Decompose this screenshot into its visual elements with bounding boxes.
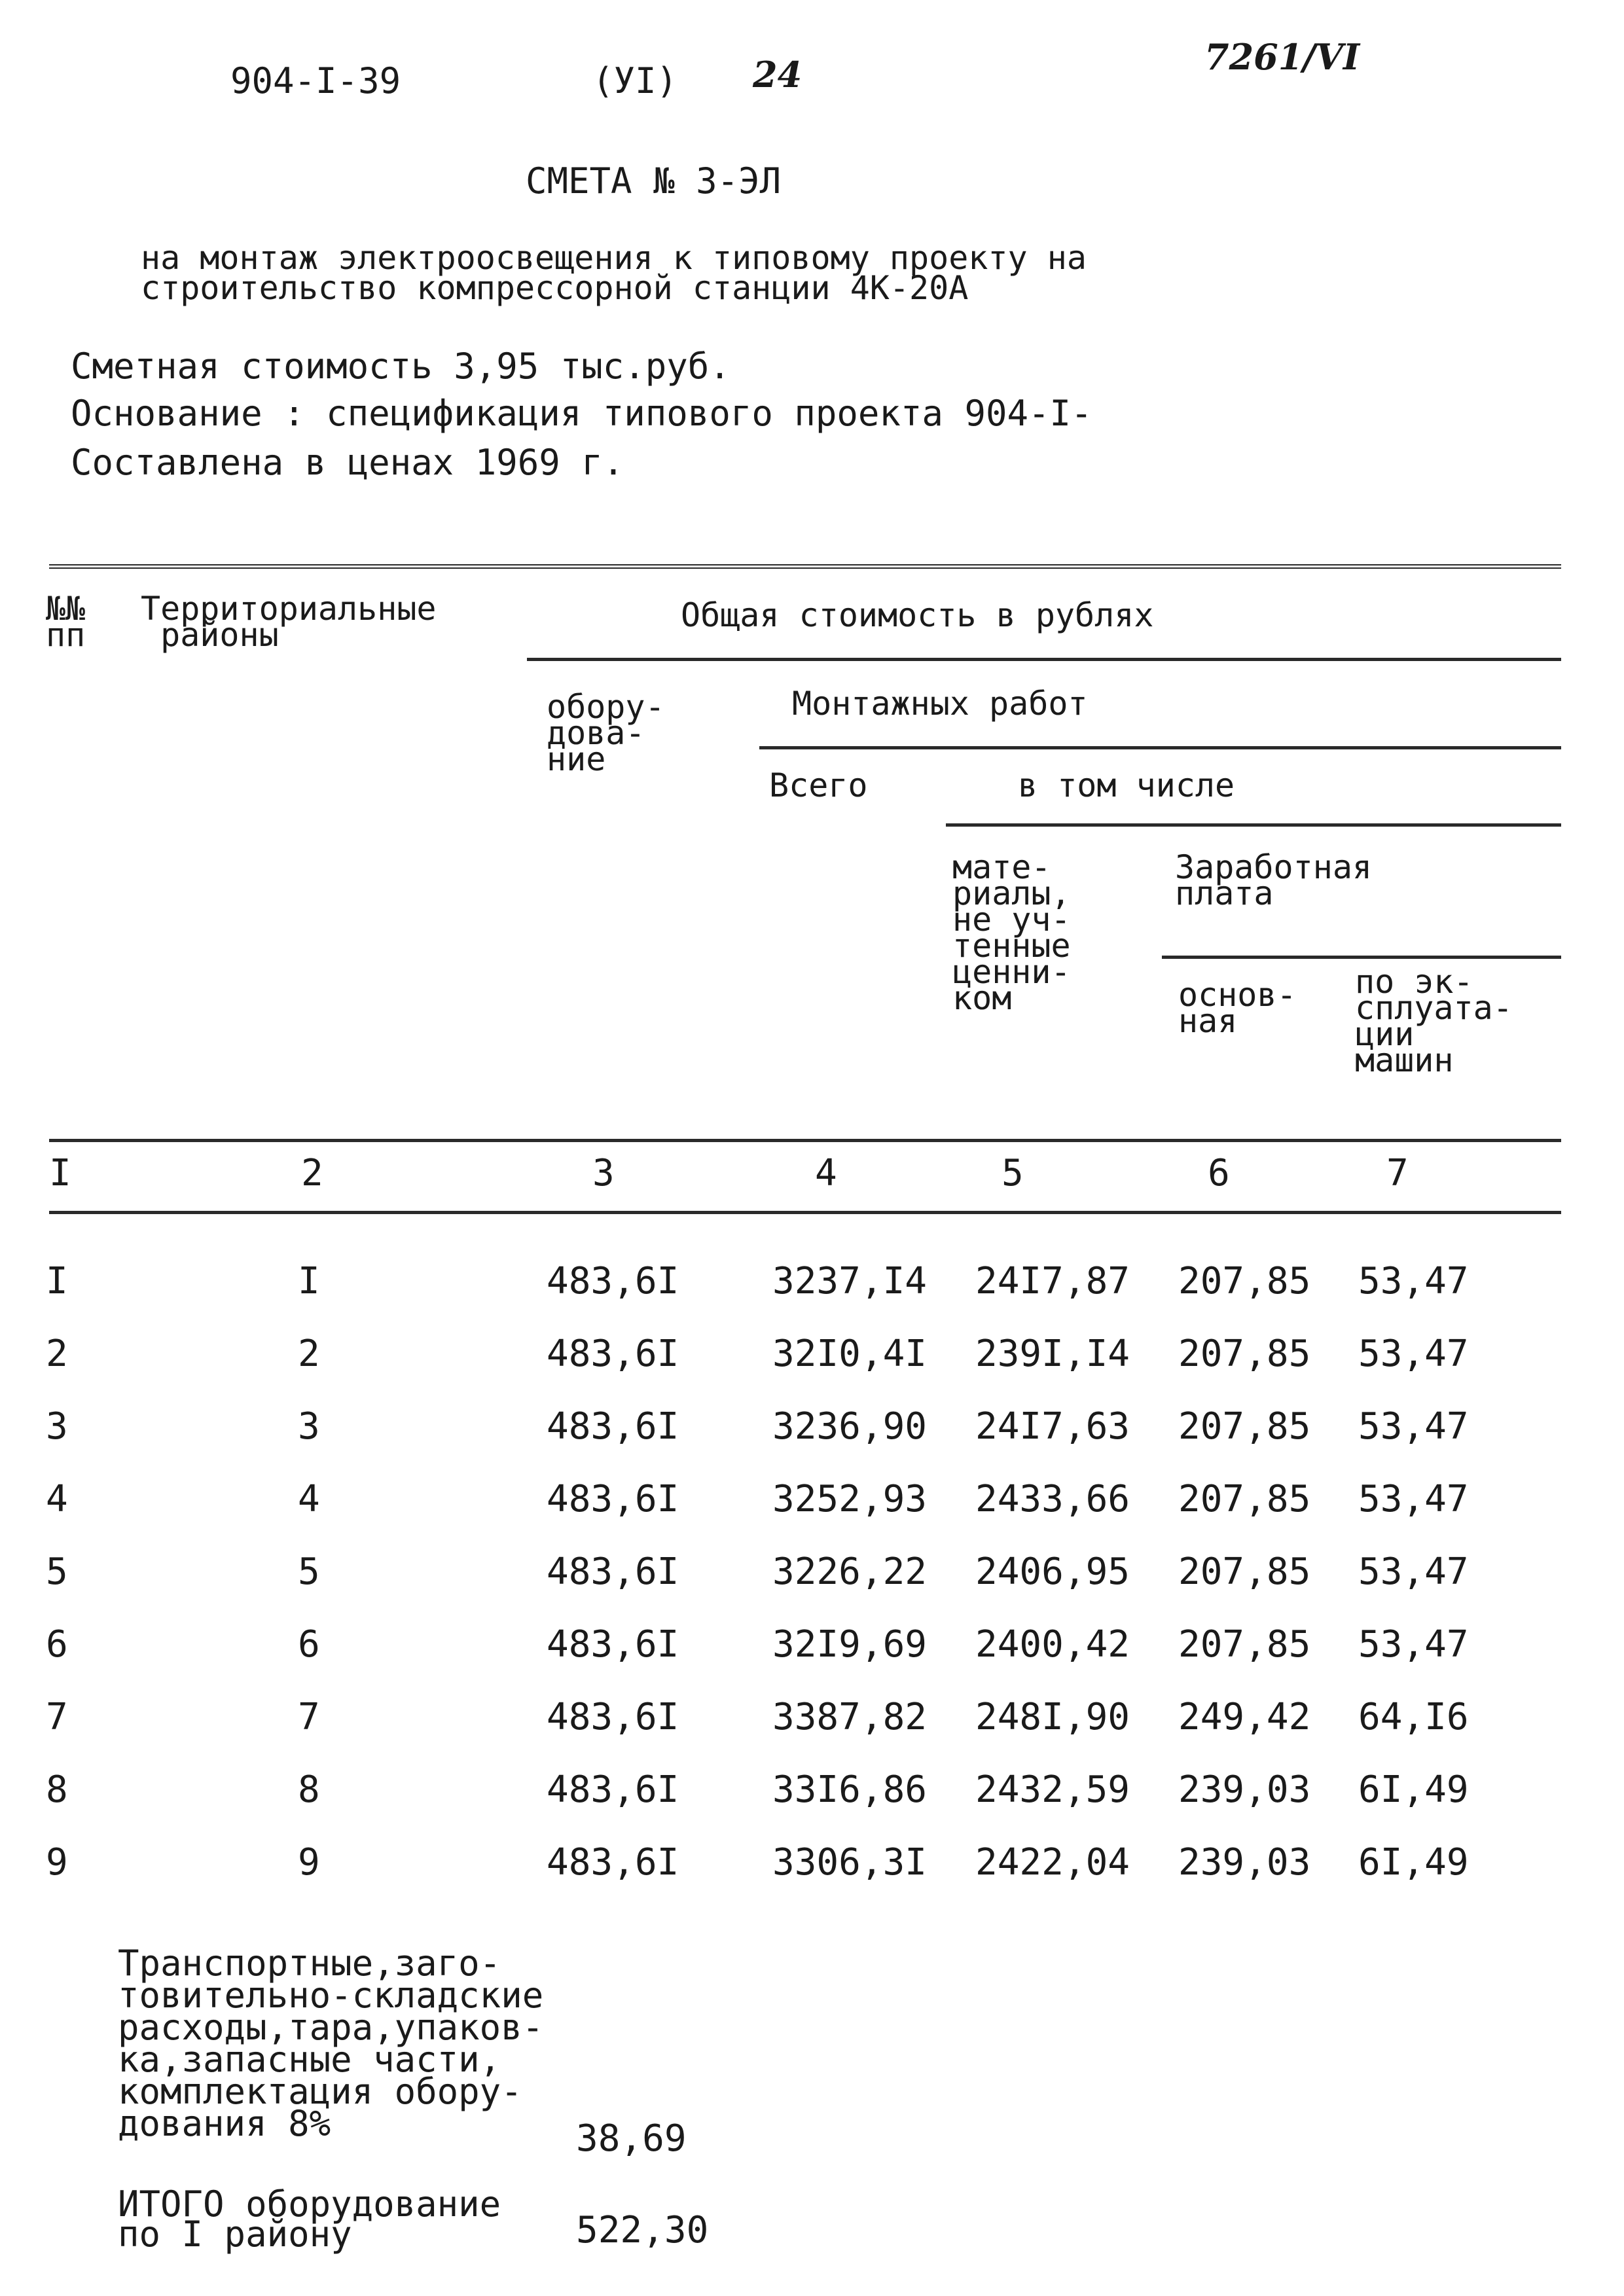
header-including: в том числе xyxy=(1018,766,1235,804)
table-cell: 24I7,63 xyxy=(975,1405,1130,1448)
rule-below-column-numbers xyxy=(49,1211,1561,1214)
header-materials: мате- риалы, не уч- тенные ценни- ком xyxy=(952,848,1071,1017)
table-cell: 239,03 xyxy=(1178,1841,1311,1884)
archive-mark: 7261/VI xyxy=(1204,36,1360,78)
table-cell: 53,47 xyxy=(1358,1333,1469,1375)
rule-under-installation xyxy=(759,746,1561,749)
header-number: №№ пп xyxy=(46,590,86,654)
header-installation: Монтажных работ xyxy=(792,685,1088,723)
table-cell: 53,47 xyxy=(1358,1405,1469,1448)
subtitle-line-2: строительство компрессорной станции 4К-20А xyxy=(141,269,969,307)
table-cell: 483,6I xyxy=(547,1696,679,1738)
table-cell: 3237,I4 xyxy=(772,1260,928,1302)
table-cell: 248I,90 xyxy=(975,1696,1130,1738)
table-cell: 53,47 xyxy=(1358,1551,1469,1593)
table-cell: 6I,49 xyxy=(1358,1768,1469,1811)
prices-year: Составлена в ценах 1969 г. xyxy=(71,442,624,483)
table-cell: 3387,82 xyxy=(772,1696,928,1738)
table-cell: 3 xyxy=(46,1405,68,1448)
transport-costs-value: 38,69 xyxy=(576,2117,687,2160)
header-regions: Территориальные районы xyxy=(141,590,437,654)
page-number: 24 xyxy=(753,54,803,96)
table-cell: 33I6,86 xyxy=(772,1768,928,1811)
table-cell: 483,6I xyxy=(547,1623,679,1666)
table-cell: 7 xyxy=(46,1696,68,1738)
header-total-cost: Общая стоимость в рублях xyxy=(681,596,1154,634)
table-cell: 483,6I xyxy=(547,1333,679,1375)
table-cell: 7 xyxy=(298,1696,320,1738)
header-equipment: обору- дова- ние xyxy=(547,688,665,778)
table-cell: 239I,I4 xyxy=(975,1333,1130,1375)
table-cell: 6 xyxy=(46,1623,68,1666)
equipment-total-value: 522,30 xyxy=(576,2209,709,2251)
table-cell: 3 xyxy=(298,1405,320,1448)
estimated-cost: Сметная стоимость 3,95 тыс.руб. xyxy=(71,346,731,387)
table-cell: 2433,66 xyxy=(975,1478,1130,1520)
table-cell: 207,85 xyxy=(1178,1623,1311,1666)
equipment-total-label: ИТОГО оборудование по I району xyxy=(118,2183,501,2255)
table-cell: 32I9,69 xyxy=(772,1623,928,1666)
header-machines: по эк- сплуата- ции машин xyxy=(1355,963,1513,1079)
table-cell: 3252,93 xyxy=(772,1478,928,1520)
header-total: Всего xyxy=(769,766,868,804)
table-cell: 8 xyxy=(46,1768,68,1811)
column-number: 3 xyxy=(592,1152,615,1194)
table-cell: 483,6I xyxy=(547,1551,679,1593)
table-cell: 483,6I xyxy=(547,1768,679,1811)
table-cell: 32I0,4I xyxy=(772,1333,928,1375)
table-cell: 207,85 xyxy=(1178,1333,1311,1375)
table-cell: 9 xyxy=(46,1841,68,1884)
table-cell: 483,6I xyxy=(547,1405,679,1448)
table-cell: 9 xyxy=(298,1841,320,1884)
header-basic: основ- ная xyxy=(1178,976,1297,1040)
table-cell: 6I,49 xyxy=(1358,1841,1469,1884)
transport-costs-label: Транспортные,заго- товительно-складские расходы,тара,упаков- ка,запасные части, комплектация обору- дования 8% xyxy=(118,1943,544,2144)
table-cell: 207,85 xyxy=(1178,1260,1311,1302)
table-cell: 207,85 xyxy=(1178,1551,1311,1593)
column-number: 2 xyxy=(301,1152,323,1194)
table-cell: I xyxy=(46,1260,68,1302)
table-cell: 8 xyxy=(298,1768,320,1811)
section-label: (УI) xyxy=(592,60,678,101)
table-cell: 24I7,87 xyxy=(975,1260,1130,1302)
document-code: 904-I-39 xyxy=(230,60,401,101)
table-cell: I xyxy=(298,1260,320,1302)
column-number: 4 xyxy=(815,1152,837,1194)
table-cell: 53,47 xyxy=(1358,1623,1469,1666)
table-cell: 483,6I xyxy=(547,1260,679,1302)
table-cell: 5 xyxy=(46,1551,68,1593)
table-cell: 2406,95 xyxy=(975,1551,1130,1593)
table-cell: 4 xyxy=(46,1478,68,1520)
table-cell: 2 xyxy=(46,1333,68,1375)
table-cell: 6 xyxy=(298,1623,320,1666)
table-cell: 3306,3I xyxy=(772,1841,928,1884)
rule-under-wages xyxy=(1162,956,1561,959)
rule-under-total-cost xyxy=(527,658,1561,661)
table-cell: 5 xyxy=(298,1551,320,1593)
table-cell: 64,I6 xyxy=(1358,1696,1469,1738)
rule-under-including xyxy=(946,823,1561,827)
table-cell: 3236,90 xyxy=(772,1405,928,1448)
table-cell: 3226,22 xyxy=(772,1551,928,1593)
table-cell: 53,47 xyxy=(1358,1260,1469,1302)
column-number: 6 xyxy=(1208,1152,1230,1194)
table-cell: 2 xyxy=(298,1333,320,1375)
table-cell: 2432,59 xyxy=(975,1768,1130,1811)
rule-above-column-numbers xyxy=(49,1139,1561,1142)
table-cell: 2422,04 xyxy=(975,1841,1130,1884)
table-cell: 249,42 xyxy=(1178,1696,1311,1738)
table-cell: 207,85 xyxy=(1178,1405,1311,1448)
table-top-rule xyxy=(49,564,1561,569)
table-cell: 239,03 xyxy=(1178,1768,1311,1811)
column-number: 5 xyxy=(1001,1152,1024,1194)
column-number: I xyxy=(49,1152,71,1194)
estimate-title: СМЕТА № 3-ЭЛ xyxy=(526,160,782,202)
table-cell: 53,47 xyxy=(1358,1478,1469,1520)
table-cell: 4 xyxy=(298,1478,320,1520)
basis: Основание : спецификация типового проекта 904-I- xyxy=(71,393,1092,434)
subtitle-line-1: на монтаж электроосвещения к типовому проекту на xyxy=(141,239,1087,277)
column-number: 7 xyxy=(1386,1152,1409,1194)
table-cell: 483,6I xyxy=(547,1841,679,1884)
table-cell: 483,6I xyxy=(547,1478,679,1520)
table-cell: 2400,42 xyxy=(975,1623,1130,1666)
table-cell: 207,85 xyxy=(1178,1478,1311,1520)
header-wages: Заработная плата xyxy=(1175,848,1373,912)
